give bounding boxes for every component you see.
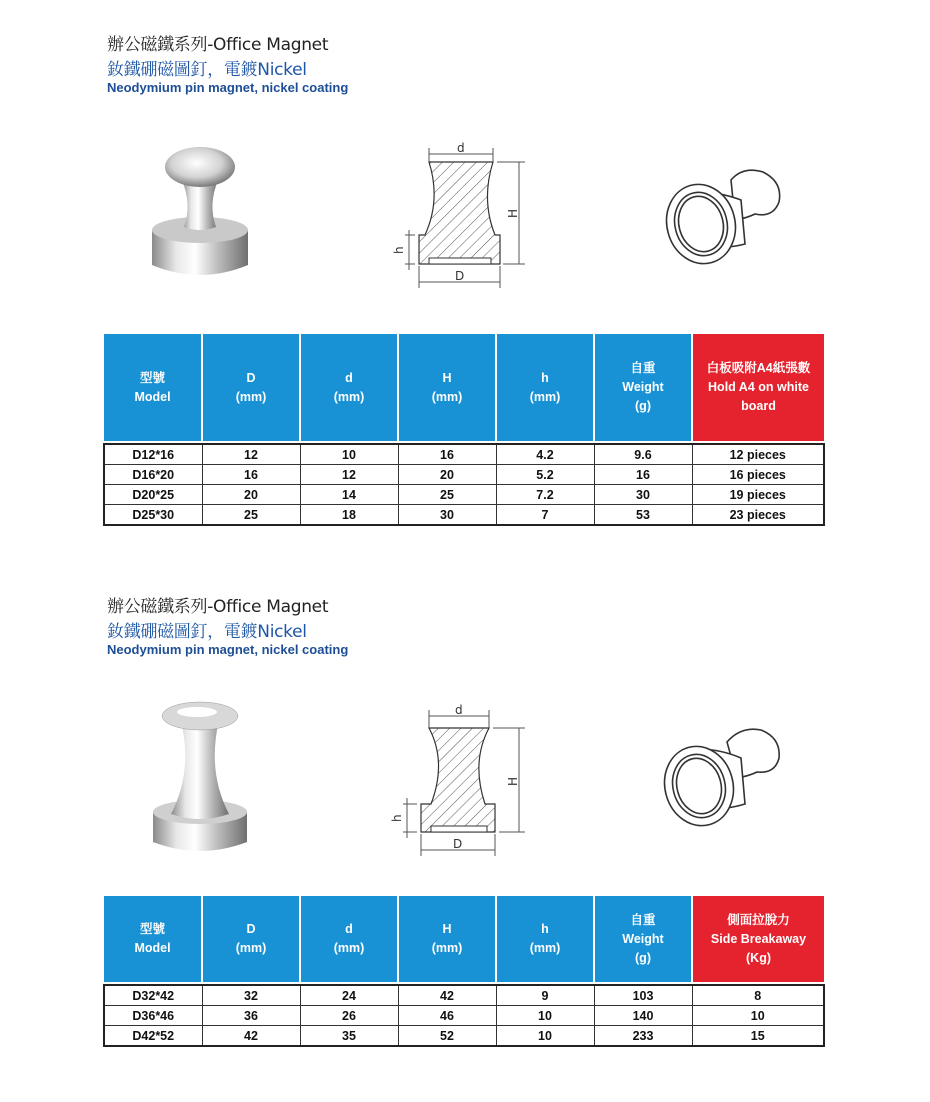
header-label: (mm) <box>235 941 267 955</box>
header-label: d <box>345 370 353 385</box>
header-label: 自重 <box>630 912 656 927</box>
table-cell: 18 <box>300 505 398 526</box>
header-weight <box>594 896 692 982</box>
table-cell: 9.6 <box>594 444 692 465</box>
header-h <box>496 334 594 441</box>
header-label: Weight <box>622 931 664 946</box>
header-label: Model <box>134 389 171 404</box>
header-hold-a4 <box>692 334 824 441</box>
table-cell: D36*46 <box>104 1006 202 1026</box>
table-cell: 20 <box>398 465 496 485</box>
spec-table <box>103 334 825 526</box>
header-label: 側面拉脫力 <box>727 912 790 927</box>
table-row <box>104 1026 824 1047</box>
table-cell: 233 <box>594 1026 692 1047</box>
table-cell: 30 <box>398 505 496 526</box>
header-label: (Kg) <box>746 950 771 965</box>
header-d <box>300 896 398 982</box>
header-label: 自重 <box>630 361 656 375</box>
table-cell: D20*25 <box>104 485 202 505</box>
table-row <box>104 465 824 485</box>
table-cell: D32*42 <box>104 985 202 1006</box>
table-cell: 24 <box>300 985 398 1006</box>
table-cell: 7.2 <box>496 485 594 505</box>
header-label: (g) <box>635 399 651 413</box>
table-cell: 42 <box>398 985 496 1006</box>
header-label: (mm) <box>529 389 561 404</box>
label-h: h <box>392 246 406 254</box>
table-cell: 16 <box>594 465 692 485</box>
header-row <box>104 896 824 982</box>
table-cell: 10 <box>692 1006 824 1026</box>
table-cell: 42 <box>202 1026 300 1047</box>
header-weight <box>594 334 692 441</box>
table-cell: 19 pieces <box>692 485 824 505</box>
dimension-drawing <box>385 140 535 290</box>
header-H <box>398 896 496 982</box>
table-cell: 9 <box>496 985 594 1006</box>
header-model <box>104 896 202 982</box>
label-D: D <box>453 837 463 851</box>
table-cell: 14 <box>300 485 398 505</box>
table-cell: 25 <box>398 485 496 505</box>
header-label: 型號 <box>139 370 165 385</box>
table-cell: 10 <box>300 444 398 465</box>
product-title-en: Neodymium pin magnet, nickel coating <box>107 80 349 95</box>
table-cell: 10 <box>496 1026 594 1047</box>
header-label: Side Breakaway <box>710 931 807 946</box>
header-label: Model <box>134 941 171 955</box>
table-cell: 10 <box>496 1006 594 1026</box>
table-row <box>104 505 824 526</box>
header-label: (mm) <box>235 389 267 404</box>
table-cell: 16 pieces <box>692 465 824 485</box>
table-cell: D42*52 <box>104 1026 202 1047</box>
header-label: Hold A4 on white <box>708 380 809 394</box>
header-label: D <box>246 370 256 385</box>
header-label: (mm) <box>333 389 365 404</box>
header-label: (mm) <box>529 941 561 955</box>
header-label: (mm) <box>333 941 365 955</box>
label-H: H <box>506 208 520 218</box>
header-D <box>202 334 300 441</box>
header-label: D <box>246 922 256 936</box>
table-cell: 23 pieces <box>692 505 824 526</box>
header-label: Weight <box>622 380 664 394</box>
table-cell: 140 <box>594 1006 692 1026</box>
header-label: 型號 <box>139 922 165 936</box>
table-cell: 103 <box>594 985 692 1006</box>
table-cell: 53 <box>594 505 692 526</box>
header-label: h <box>541 922 549 936</box>
series-title: 辦公磁鐵系列-Office Magnet <box>107 597 329 617</box>
table-row <box>104 485 824 505</box>
header-d <box>300 334 398 441</box>
table-cell: 15 <box>692 1026 824 1047</box>
header-label: (mm) <box>431 941 463 955</box>
table-cell: 12 pieces <box>692 444 824 465</box>
table-row <box>104 985 824 1006</box>
product-title-en: Neodymium pin magnet, nickel coating <box>107 642 349 657</box>
header-label: (g) <box>635 950 651 965</box>
label-H: H <box>506 776 520 786</box>
table-cell: 7 <box>496 505 594 526</box>
table-cell: D12*16 <box>104 444 202 465</box>
table-cell: 36 <box>202 1006 300 1026</box>
table-cell: D16*20 <box>104 465 202 485</box>
table-cell: 12 <box>300 465 398 485</box>
table-cell: 25 <box>202 505 300 526</box>
header-label: 白板吸附A4紙張數 <box>706 361 811 375</box>
label-d: d <box>457 141 465 155</box>
header-model <box>104 334 202 441</box>
header-label: d <box>345 922 353 936</box>
header-side-breakaway <box>692 896 824 982</box>
header-D <box>202 896 300 982</box>
line-render <box>655 160 790 275</box>
table-cell: 16 <box>202 465 300 485</box>
line-render <box>655 720 790 835</box>
product-photo <box>140 135 260 285</box>
header-label: H <box>442 370 452 385</box>
table-row <box>104 444 824 465</box>
table-cell: D25*30 <box>104 505 202 526</box>
spec-table <box>103 896 825 1047</box>
table-cell: 8 <box>692 985 824 1006</box>
label-d: d <box>455 703 463 717</box>
table-cell: 32 <box>202 985 300 1006</box>
label-D: D <box>455 269 465 283</box>
product-title-zh: 釹鐵硼磁圖釘，電鍍Nickel <box>107 622 307 642</box>
header-row <box>104 334 824 441</box>
table-row <box>104 1006 824 1026</box>
header-h <box>496 896 594 982</box>
table-cell: 52 <box>398 1026 496 1047</box>
product-photo <box>145 692 255 862</box>
dimension-drawing <box>385 702 535 862</box>
table-cell: 20 <box>202 485 300 505</box>
table-cell: 12 <box>202 444 300 465</box>
header-label: (mm) <box>431 389 463 404</box>
product-title-zh: 釹鐵硼磁圖釘，電鍍Nickel <box>107 60 307 80</box>
header-label: H <box>442 922 452 936</box>
table-cell: 26 <box>300 1006 398 1026</box>
table-cell: 5.2 <box>496 465 594 485</box>
label-h: h <box>390 814 404 822</box>
table-cell: 4.2 <box>496 444 594 465</box>
header-label: h <box>541 370 549 385</box>
series-title: 辦公磁鐵系列-Office Magnet <box>107 35 329 55</box>
header-H <box>398 334 496 441</box>
header-label: board <box>741 399 776 413</box>
table-cell: 30 <box>594 485 692 505</box>
table-cell: 46 <box>398 1006 496 1026</box>
table-cell: 16 <box>398 444 496 465</box>
table-cell: 35 <box>300 1026 398 1047</box>
